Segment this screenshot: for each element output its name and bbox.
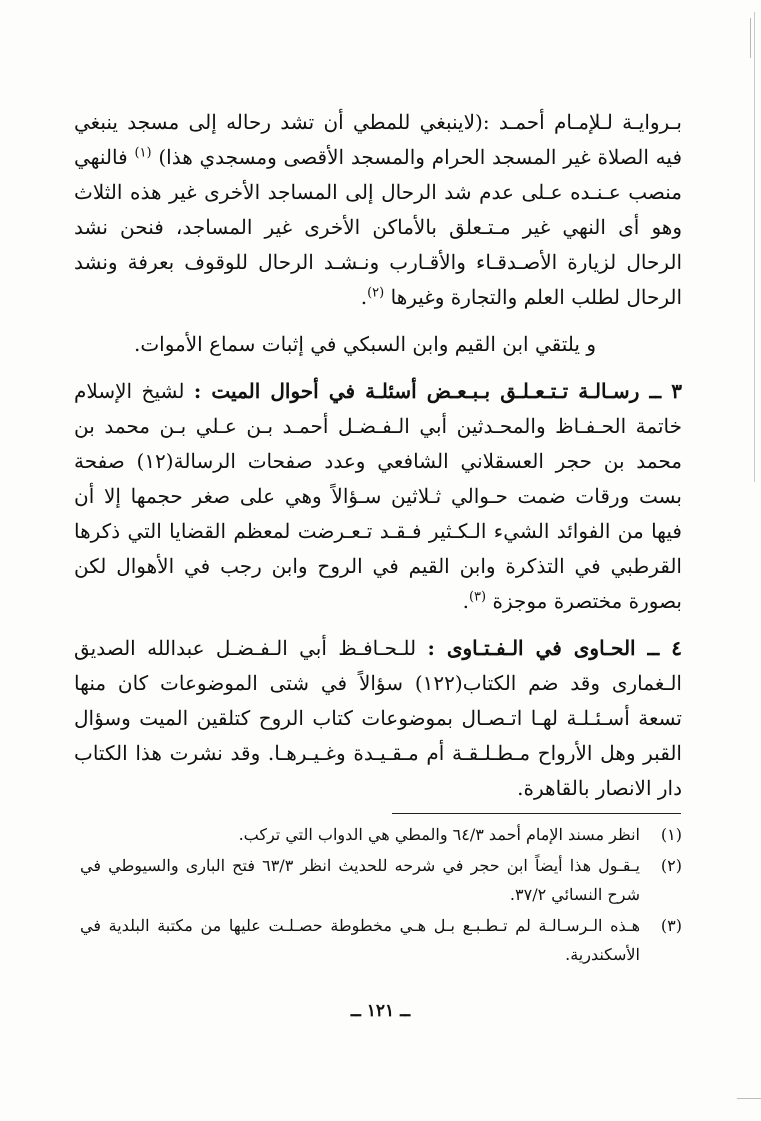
- section-heading: ٤ ــ الحـاوى في الـفـتـاوى :: [427, 636, 682, 660]
- footnote-text: انظر مسند الإمام أحمد ٦٤/٣ والمطي هي الدواب التي تركب.: [238, 825, 640, 844]
- footnote-text: يـقـول هذا أيضاً ابن حجر في شرحه للحديث انظر ٦٣/٣ فتح البارى والسيوطي في شرح النسائي ٣٧/٢.: [80, 856, 640, 904]
- footnote-divider: [392, 813, 681, 814]
- footnote-number: (٣): [660, 916, 682, 935]
- paragraph-imam-ahmad: [74, 105, 682, 315]
- scan-edge-mark: [737, 1098, 761, 1099]
- page-number: ــ ١٢١ ــ: [350, 1001, 411, 1021]
- scan-edge-line: [754, 12, 755, 482]
- paragraph-text: بـروايـة لـلإمـام أحمـد :(لاينبغي للمطي أن تشد رحاله إلى مسجد ينبغي فيه الصلاة غير المسجد الحرام والمسجد الأقصى ومسجدي هذا): [74, 110, 683, 169]
- footnote-reference: (٢): [367, 285, 385, 301]
- paragraph-text: لشيخ الإسلام خاتمة الحـفـاظ والمحـدثين أبي الـفـضـل أحمـد بـن عـلي بـن محمد بن محمد بن حجر العسقلاني الشافعي وعدد صفحات الرسالة(١٢) صفحة بست ورقات ضمت حـوالي ثـلاثين سـؤالاً وهي على صغر حجمها إلا أن فيها من الفوائد الشيء الـكـثير فـقـد تـعـرضت لمعظم القضايا التي ذكرها القرطبي في التذكرة وابن القيم في الروح وابن رجب في الأهوال لكن بصورة مختصرة موجزة: [74, 379, 682, 613]
- footnote: [80, 911, 682, 969]
- paragraph-hawi: [74, 631, 682, 806]
- paragraph-ibn-qayyim: [74, 327, 682, 362]
- paragraph-text: .: [462, 589, 469, 613]
- paragraph-text: .: [360, 285, 368, 309]
- paragraph-text: و يلتقي ابن القيم وابن السبكي في إثبات سماع الأموات.: [133, 332, 596, 356]
- section-heading: ٣ ــ رسـالـة تـتـعـلـق بـبـعـض أسئلـة في أحوال الميت :: [193, 379, 683, 403]
- footnote-text: هـذه الـرسـالـة لم تـطـبـع بـل هـي مخطوطة حصـلـت عليها من مكتبة البلدية في الأسكندرية.: [80, 916, 640, 964]
- footnote-reference: (١): [134, 145, 152, 161]
- footnote: [80, 851, 682, 909]
- footnotes: [80, 820, 682, 971]
- footnote-number: (١): [660, 825, 682, 844]
- footnote-reference: (٣): [468, 589, 487, 605]
- main-text: [74, 105, 682, 806]
- paragraph-text: للـحـافـظ أبي الـفـضـل عبدالله الصديق الـغمارى وقد ضم الكتاب(١٢٢) سؤالاً في شتى الموضوعات كان منها تسعة أسـئـلـة لهـا اتـصـال بموضوعات كتاب الروح كتلقين الميت وسؤال القبر وهل الأرواح مـطـلـقـة أم مـقـيـدة وغـيـرهـا. وقد نشرت هذا الكتاب دار الانصار بالقاهرة.: [74, 636, 683, 800]
- footnote: [80, 820, 682, 849]
- footnote-number: (٢): [660, 856, 682, 875]
- paragraph-risala: [74, 374, 682, 619]
- paragraph-text: فالنهي منصب عـنـده عـلى عدم شد الرحال إلى المساجد الأخرى غير هذه الثلاث وهو أى النهي غير مـتـعلق بالأماكن الأخرى غير المساجد، فنحن نشد الرحال لزيارة الأصـدقـاء والأقـارب ونـشـد الرحال للوقوف بعرفة ونشد الرحال لطلب العلم والتجارة وغيرها: [74, 145, 683, 309]
- scan-edge-mark: [750, 18, 751, 58]
